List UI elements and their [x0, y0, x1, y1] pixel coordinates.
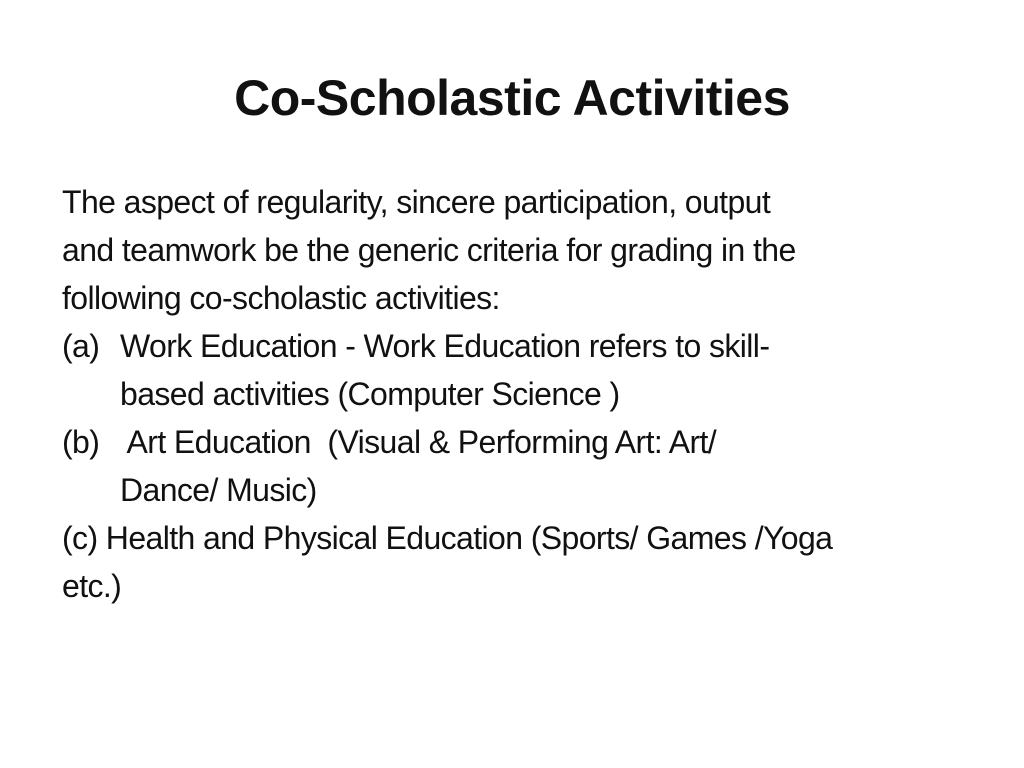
list-item-a	[62, 322, 972, 370]
intro-line-1: The aspect of regularity, sincere participation, output	[62, 184, 771, 220]
list-item-b-line-2: Dance/ Music)	[120, 472, 317, 508]
list-item-a-line-2: based activities (Computer Science )	[120, 376, 620, 412]
list-item-b	[62, 418, 972, 466]
intro-line-3: following co-scholastic activities:	[62, 280, 500, 316]
list-marker-a: (a)	[62, 328, 100, 364]
list-item-c-line-1: (c) Health and Physical Education (Sports/ Games /Yoga	[62, 520, 833, 556]
list-marker-b: (b)	[62, 424, 100, 460]
slide-body	[62, 178, 972, 610]
list-item-b-line-1: Art Education (Visual & Performing Art: Art/	[120, 424, 717, 460]
slide-title: Co-Scholastic Activities	[234, 70, 790, 126]
list-item-a-line-1: Work Education - Work Education refers to skill-	[120, 328, 770, 364]
intro-line-2: and teamwork be the generic criteria for grading in the	[62, 232, 796, 268]
list-item-c-line-2: etc.)	[62, 568, 122, 604]
